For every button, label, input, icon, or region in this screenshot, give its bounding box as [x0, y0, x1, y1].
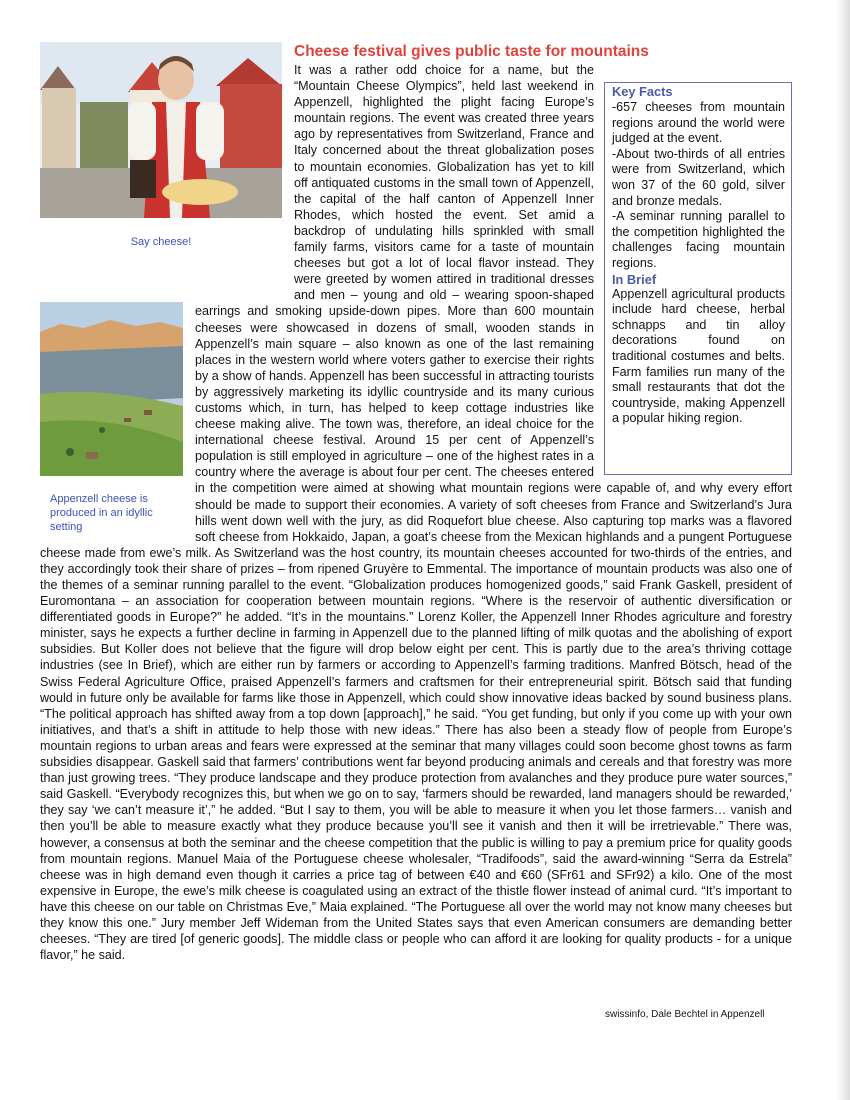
article	[40, 42, 792, 963]
key-fact: -About two-thirds of all entries were from Switzerland, which won 37 of the 60 gold, silver and bronze medals.	[612, 146, 785, 208]
page-edge	[836, 0, 850, 1100]
mountain-landscape-photo	[40, 302, 183, 476]
boy-with-cheese-photo	[40, 42, 282, 218]
sidebar-box	[604, 82, 792, 475]
bottom-photo-figure	[40, 302, 183, 532]
key-fact: -657 cheeses from mountain regions around the world were judged at the event.	[612, 100, 785, 146]
top-photo-caption: Say cheese!	[130, 236, 192, 249]
in-brief-heading: In Brief	[612, 271, 657, 287]
article-body: It was a rather odd choice for a name, but the “Mountain Cheese Olympics”, held last weekend in Appenzell, highlighted the plight facing Europe’s mountain regions. The event was created three years ago by representatives from Switzerland, France and Italy concerned about the threat globalization poses to mountain economies. Globalization has yet to kill off antiquated customs in the small town of Appenzell, the capital of the half canton of Appenzell Inner Rhodes, which hosted the event. Set amid a backdrop of undulating hills sprinkled with small family farms, visitors came for a taste of mountain cheeses but got a lot of local flavor instead. They were greeted by women attired in traditional dresses and men – young and old – wearing spoon-shaped earrings and smoking upside-down pipes. More than 600 mountain cheeses were showcased in dozens of small, wooden stands in Appenzell’s main square – also known as one of the last remaining places in the western world where voters gather to exercise their rights by a show of hands. Appenzell has been successful in attracting tourists by aggressively marketing its idyllic countryside and its many curious customs which, in turn, has helped to keep cottage industries like cheese making alive. The town was, therefore, an ideal choice for the international cheese festival. Around 15 per cent of Appenzell’s population is still employed in agriculture – one of the highest rates in a country where the average is about four per cent. The cheeses entered in the competition were aimed at showing what mountain regions were capable of, and why every effort should be made to support their economies. A variety of soft cheeses from France and Switzerland’s Jura hills went down well with the jury, as did Roquefort blue cheese. Also capturing top marks was a flavored soft cheese from Hokkaido, Japan, a goat’s cheese from the Mexican highlands and a pungent Portuguese cheese made from ewe’s milk. As Switzerland was the host country, its mountain cheeses accounted for two-thirds of the entries, and they accordingly took their share of prizes – from ripened Gruyère to Emmental. The importance of mountain products was also one of the themes of a seminar running parallel to the event. “Globalization produces homogenized goods,” said Frank Gaskell, president of Euromontana – an association for cooperation between mountain regions. “Where is the reservoir of authentic diversification or differentiated goods in Europe?” he added. “It’s in the mountains.” Lorenz Koller, the Appenzell Inner Rhodes agriculture and forestry minister, says he expects a further decline in farming in Appenzell due to the planned lifting of milk quotas and the abolishing of export subsidies. But Koller does not believe that the figure will drop below eight per cent. This is partly due to the area’s thriving cottage industries (see In Brief), which are either run by farmers or according to Appenzell’s farming traditions. Manfred Bötsch, head of the Swiss Federal Agriculture Office, praised Appenzell’s farmers and craftsmen for their entrepreneurial spirit. Bötsch said that funding would in future only be available for farms like those in Appenzell, which could show innovative ideas backed by sound business plans. “The political approach has shifted away from a top down [approach],” he said. “You get funding, but only if you come up with your own initiatives, and that’s a shift in attitude to help those with new ideas.” There has also been a steady flow of people from Europe’s mountain regions to urban areas and fears were expressed at the seminar that many villages could soon become ghost towns as farm subsidies disappear. Gaskell said that farmers’ contributions went far beyond producing animals and cereals and that forestry was more than just growing trees. “They produce landscape and they produce protection from avalanches and they produce pure water sources,” said Gaskell. “Everybody recognizes this, but when we go on to say, ‘farmers should be rewarded, land managers should be rewarded,’ they say ‘we can’t measure it’,” he added. “But I say to them, you will be able to measure it when you let those farmers… vanish and then you’ll be able to measure exactly what they produce because you’ll see it vanish and then it will be irretrievable.” There was, however, a consensus at both the seminar and the cheese competition that the public is willing to pay a premium price for quality goods from mountain regions. Manuel Maia of the Portuguese cheese wholesaler, “Tradifoods”, said the award-winning “Serra da Estrela” cheese was in high demand even though it carries a price tag of between €40 and €60 (SFr61 and SFr92) a kilo. One of the most expensive in Europe, the ewe’s milk cheese is coagulated using an extract of the thistle flower instead of animal curd. “It’s important to have this cheese on our table on Christmas Eve,” Maia explained. “The Portuguese all over the world may not know many cheeses but they know this one.” Jury member Jeff Wideman from the United States says that even American consumers are demanding better cheeses. “They are tired [of generic goods]. The middle class or people who can afford it are looking for quality products - for a unique flavor,” he said.	[40, 63, 792, 963]
key-fact: -A seminar running parallel to the competition highlighted the challenges facing mountain regions.	[612, 209, 785, 270]
top-photo-figure	[40, 42, 282, 288]
bottom-photo-caption: Appenzell cheese is produced in an idyllic setting	[50, 493, 153, 534]
in-brief-text: Appenzell agricultural products include hard cheese, herbal schnapps and tin alloy decorations found on traditional costumes and belts. Farm families run many of the small restaurants that dot the countryside, making Appenzell a popular hiking region.	[612, 286, 785, 426]
headline: Cheese festival gives public taste for mountains	[294, 43, 649, 60]
byline-credit: swissinfo, Dale Bechtel in Appenzell	[605, 1009, 765, 1020]
key-facts-heading: Key Facts	[612, 84, 673, 99]
